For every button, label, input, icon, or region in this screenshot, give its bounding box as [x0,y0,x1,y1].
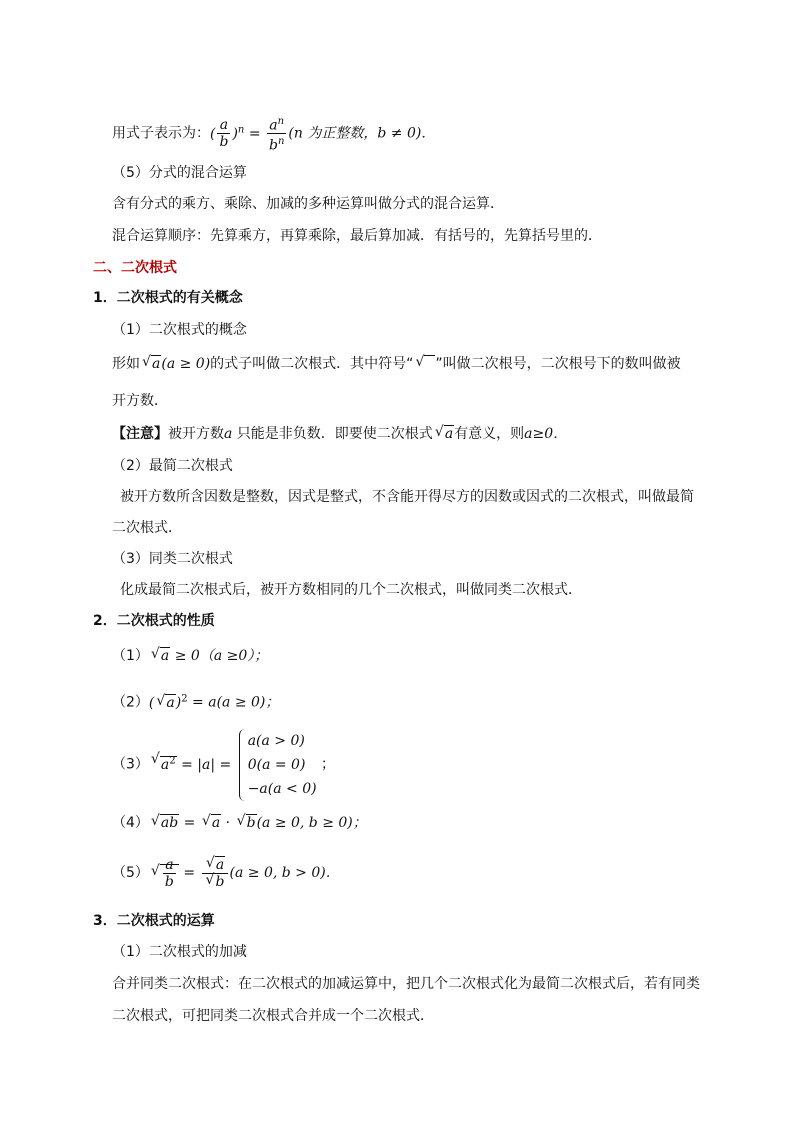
formula-power-of-fraction: 用式子表示为：( $\frac{a}{b}$ )$^n$ = $\frac{a^n}{b^n}$ (n 为正整数，b ≠ 0)． [112,115,436,154]
sqrt-a: √ a [142,354,161,374]
fraction-an-over-bn: $\frac{a^n}{b^n}$ [269,115,285,154]
concept-3-paragraph-1: 化成最简二次根式后，被开方数相同的几个二次根式，叫做同类二次根式． [120,582,582,598]
note-line: 【注意】被开方数a 只能是非负数．即要使二次根式√ a有意义，则a≥0． [112,424,567,444]
section-5-paragraph-2: 混合运算顺序：先算乘方，再算乘除，最后算加减．有括号的，先算括号里的． [112,228,602,244]
operation-1-paragraph-2: 二次根式，可把同类二次根式合并成一个二次根式． [112,1008,434,1024]
heading-quadratic-radicals: 二、二次根式 [93,260,177,276]
heading-operations: 3．二次根式的运算 [93,913,215,929]
property-3: （3）√ $a^2 = |a|$ = a(a > 0) 0(a = 0) −a(a < 0) ； [112,726,335,796]
concept-2-paragraph-2: 二次根式． [112,520,182,536]
section-5-title: （5）分式的混合运算 [112,165,247,181]
formula-prefix: 用式子表示为： [112,125,210,142]
operation-1-paragraph-1: 合并同类二次根式：在二次根式的加减运算中，把几个二次根式化为最简二次根式后，若有同类 [112,976,700,992]
fraction-a-over-b: $\frac{a}{b}$ [219,117,229,151]
section-5-paragraph-1: 含有分式的乘方、乘除、加减的多种运算叫做分式的混合运算． [112,196,504,212]
heading-properties: 2．二次根式的性质 [93,613,215,629]
heading-related-concepts: 1．二次根式的有关概念 [93,290,243,306]
concept-1-paragraph-2: 开方数． [112,393,168,409]
operation-1-title: （1）二次根式的加减 [112,944,247,960]
formula-suffix: (n 为正整数，b ≠ 0)． [288,125,436,142]
concept-2-paragraph-1: 被开方数所含因数是整数，因式是整式，不含能开得尽方的因数或因式的二次根式，叫做最简 [120,489,694,505]
radical-symbol [415,354,435,374]
piecewise-brace: a(a > 0) 0(a = 0) −a(a < 0) [236,729,317,801]
concept-1-paragraph-1: 形如√ a(a ≥ 0)的式子叫做二次根式．其中符号“√ ”叫做二次根号，二次根号下的数叫做被 [112,354,681,374]
note-label: 【注意】 [112,426,168,442]
property-4: （4）√ ab = √ a · √ b(a ≥ 0, b ≥ 0)； [112,813,367,833]
concept-1-title: （1）二次根式的概念 [112,322,247,338]
property-5: （5） √ $\frac{a}{b}$ = √ a √ b (a ≥ 0, b > 0)． [112,850,340,896]
concept-2-title: （2）最简二次根式 [112,458,233,474]
property-1: （1）√ a ≥ 0（a ≥0）； [112,646,268,666]
property-2: （2）(√ a)$^2$ = a(a ≥ 0)； [112,689,279,713]
concept-3-title: （3）同类二次根式 [112,551,233,567]
